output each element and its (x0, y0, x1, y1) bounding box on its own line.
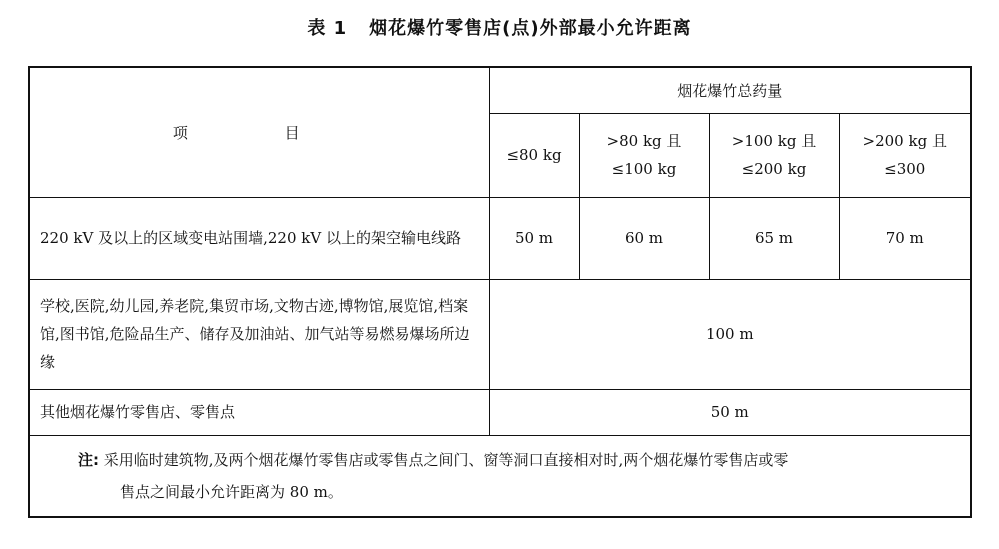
col-header-3-line1: >100 kg 且 (731, 132, 817, 150)
row-2-merged-value: 100 m (489, 279, 971, 389)
row-1-value-3: 65 m (709, 197, 839, 279)
table-row (29, 389, 971, 435)
row-1-item: 220 kV 及以上的区域变电站围墙,220 kV 以上的架空输电线路 (29, 197, 489, 279)
col-header-2-line2: ≤100 kg (611, 160, 677, 178)
header-row-1 (29, 67, 971, 113)
row-1-value-4: 70 m (839, 197, 971, 279)
col-header-3 (709, 113, 839, 197)
col-header-4-line2: ≤300 (884, 160, 926, 178)
group-header (489, 67, 971, 113)
note-line-1: 采用临时建筑物,及两个烟花爆竹零售店或零售点之间门、窗等洞口直接相对时,两个烟花爆竹零售店或零 (103, 450, 789, 469)
note-row (29, 435, 971, 517)
note-label: 注: (78, 450, 99, 469)
group-header-label: 烟花爆竹总药量 (677, 81, 783, 100)
col-header-3-line2: ≤200 kg (741, 160, 807, 178)
table-row (29, 197, 971, 279)
row-1-value-2: 60 m (579, 197, 709, 279)
table-row (29, 279, 971, 389)
col-header-2-line1: >80 kg 且 (606, 132, 682, 150)
col-header-2 (579, 113, 709, 197)
item-header (29, 67, 489, 197)
note-line-2: 售点之间最小允许距离为 80 m。 (120, 482, 343, 501)
table-number: 表 1 (307, 18, 348, 39)
col-header-1 (489, 113, 579, 197)
distance-table (28, 66, 972, 518)
row-1-value-1: 50 m (489, 197, 579, 279)
row-3-merged-value: 50 m (489, 389, 971, 435)
table-note (29, 435, 971, 517)
col-header-1-line1: ≤80 kg (506, 146, 562, 164)
table-title-text: 烟花爆竹零售店(点)外部最小允许距离 (369, 18, 692, 39)
row-2-item: 学校,医院,幼儿园,养老院,集贸市场,文物古迹,博物馆,展览馆,档案馆,图书馆,危险品生产、储存及加油站、加气站等易燃易爆场所边缘 (29, 279, 489, 389)
table-title (0, 14, 999, 40)
row-3-item: 其他烟花爆竹零售店、零售点 (29, 389, 489, 435)
item-header-label: 项 目 (172, 123, 346, 142)
col-header-4 (839, 113, 971, 197)
col-header-4-line1: >200 kg 且 (862, 132, 947, 150)
